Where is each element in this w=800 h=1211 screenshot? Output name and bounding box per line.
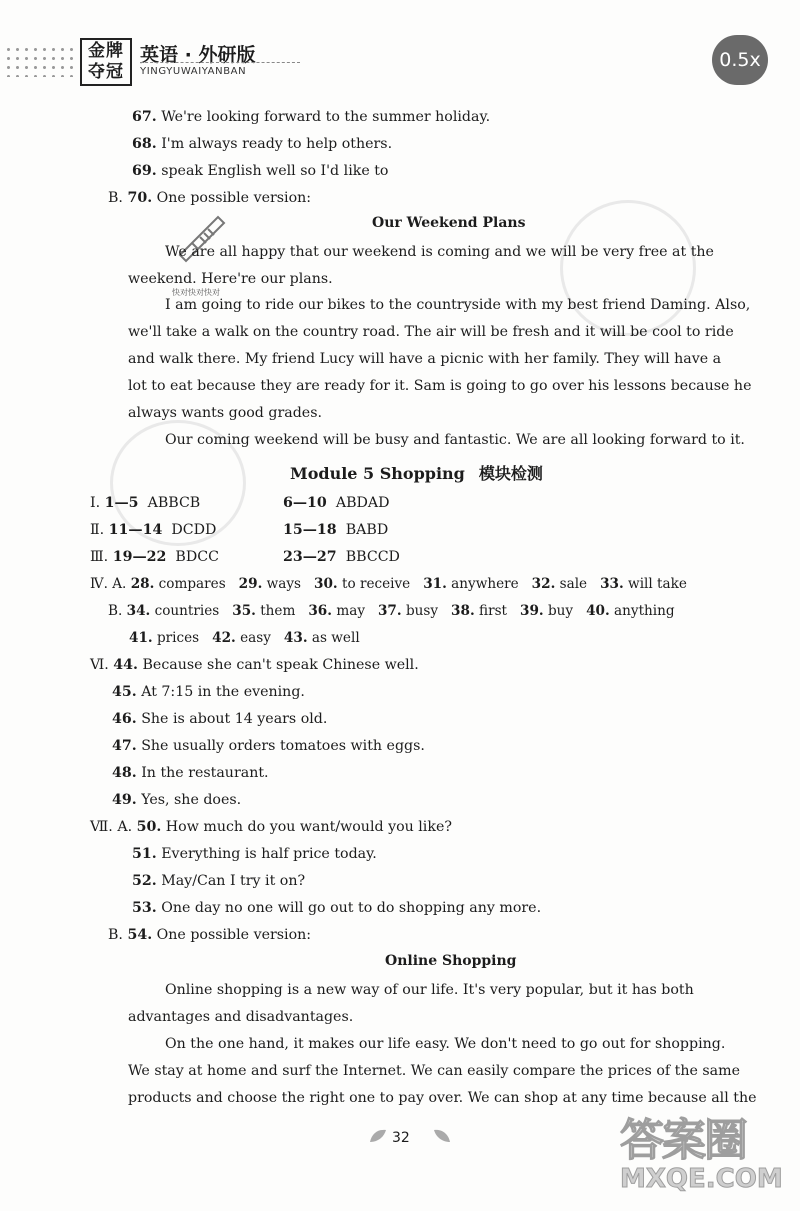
watermark-stamp	[560, 200, 696, 336]
module-heading: Module 5 Shopping 模块检测	[290, 464, 543, 483]
answer-54: B. 54. One possible version:	[108, 927, 312, 943]
essay1-line: always wants good grades.	[128, 405, 322, 421]
answer-53: 53. One day no one will go out to do shopping any more.	[132, 900, 542, 916]
answer-69: 69. speak English well so I'd like to	[132, 163, 389, 179]
answer-45: 45. At 7:15 in the evening.	[112, 684, 305, 700]
essay-title-weekend-plans: Our Weekend Plans	[372, 215, 526, 231]
playback-speed-button[interactable]: 0.5x	[712, 35, 768, 85]
section-1-answers: Ⅰ. 1—5 ABBCB	[90, 495, 201, 511]
answer-68: 68. I'm always ready to help others.	[132, 136, 393, 152]
essay2-line: On the one hand, it makes our life easy. We don't need to go out for shopping.	[165, 1036, 726, 1052]
essay2-line: advantages and disadvantages.	[128, 1009, 354, 1025]
pen-watermark-note: 快对快对快对	[172, 288, 220, 297]
watermark-line-1: 答案圈	[620, 1115, 746, 1166]
essay2-line: We stay at home and surf the Internet. We can easily compare the prices of the same	[128, 1063, 740, 1079]
leaf-left-icon	[368, 1128, 388, 1144]
section-2-answers-b: 15—18 BABD	[283, 522, 389, 538]
essay2-line: Online shopping is a new way of our life. It's very popular, but it has both	[165, 982, 694, 998]
section-3-answers: Ⅲ. 19—22 BDCC	[90, 549, 219, 565]
section-3-answers-b: 23—27 BBCCD	[283, 549, 400, 565]
page-number: 32	[392, 1130, 410, 1146]
logo-line-1: 金牌	[88, 41, 124, 61]
essay1-line: weekend. Here're our plans.	[128, 271, 333, 287]
answer-47: 47. She usually orders tomatoes with eggs.	[112, 738, 425, 754]
essay1-line: and walk there. My friend Lucy will have a picnic with her family. They will have a	[128, 351, 722, 367]
section-4a-answers: Ⅳ. A. 28. compares 29. ways 30. to receive 31. anywhere 32. sale 33. will take	[90, 576, 687, 592]
answer-50: Ⅶ. A. 50. How much do you want/would you like?	[90, 819, 452, 835]
answer-51: 51. Everything is half price today.	[132, 846, 377, 862]
leaf-right-icon	[432, 1128, 452, 1144]
header-dot-pattern	[4, 45, 74, 77]
answer-49: 49. Yes, she does.	[112, 792, 242, 808]
answer-52: 52. May/Can I try it on?	[132, 873, 306, 889]
header-divider	[140, 62, 300, 63]
book-title: 英语 · 外研版	[140, 44, 256, 66]
answer-70: B. 70. One possible version:	[108, 190, 312, 206]
section-1-answers-b: 6—10 ABDAD	[283, 495, 390, 511]
essay1-line: I am going to ride our bikes to the countryside with my best friend Daming. Also,	[165, 297, 751, 313]
section-2-answers: Ⅱ. 11—14 DCDD	[90, 522, 217, 538]
watermark-line-2: MXQE.COM	[620, 1164, 783, 1194]
answer-44: Ⅵ. 44. Because she can't speak Chinese well.	[90, 657, 419, 673]
answer-48: 48. In the restaurant.	[112, 765, 269, 781]
book-title-pinyin: YINGYUWAIYANBAN	[140, 66, 247, 77]
essay2-line: products and choose the right one to pay over. We can shop at any time because all the	[128, 1090, 757, 1106]
essay1-line: lot to eat because they are ready for it. Sam is going to go over his lessons because he	[128, 378, 752, 394]
answer-46: 46. She is about 14 years old.	[112, 711, 328, 727]
essay-title-online-shopping: Online Shopping	[385, 953, 517, 969]
section-4b-answers-cont: 41. prices 42. easy 43. as well	[129, 630, 360, 646]
essay1-line: Our coming weekend will be busy and fantastic. We are all looking forward to it.	[165, 432, 745, 448]
site-watermark-logo	[620, 1115, 790, 1208]
essay1-line: We are all happy that our weekend is coming and we will be very free at the	[165, 244, 714, 260]
book-logo	[80, 38, 132, 86]
section-4b-answers: B. 34. countries 35. them 36. may 37. busy 38. first 39. buy 40. anything	[108, 603, 675, 619]
essay1-line: we'll take a walk on the country road. The air will be fresh and it will be cool to ride	[128, 324, 734, 340]
answer-67: 67. We're looking forward to the summer holiday.	[132, 109, 491, 125]
logo-line-2: 夺冠	[88, 62, 124, 82]
